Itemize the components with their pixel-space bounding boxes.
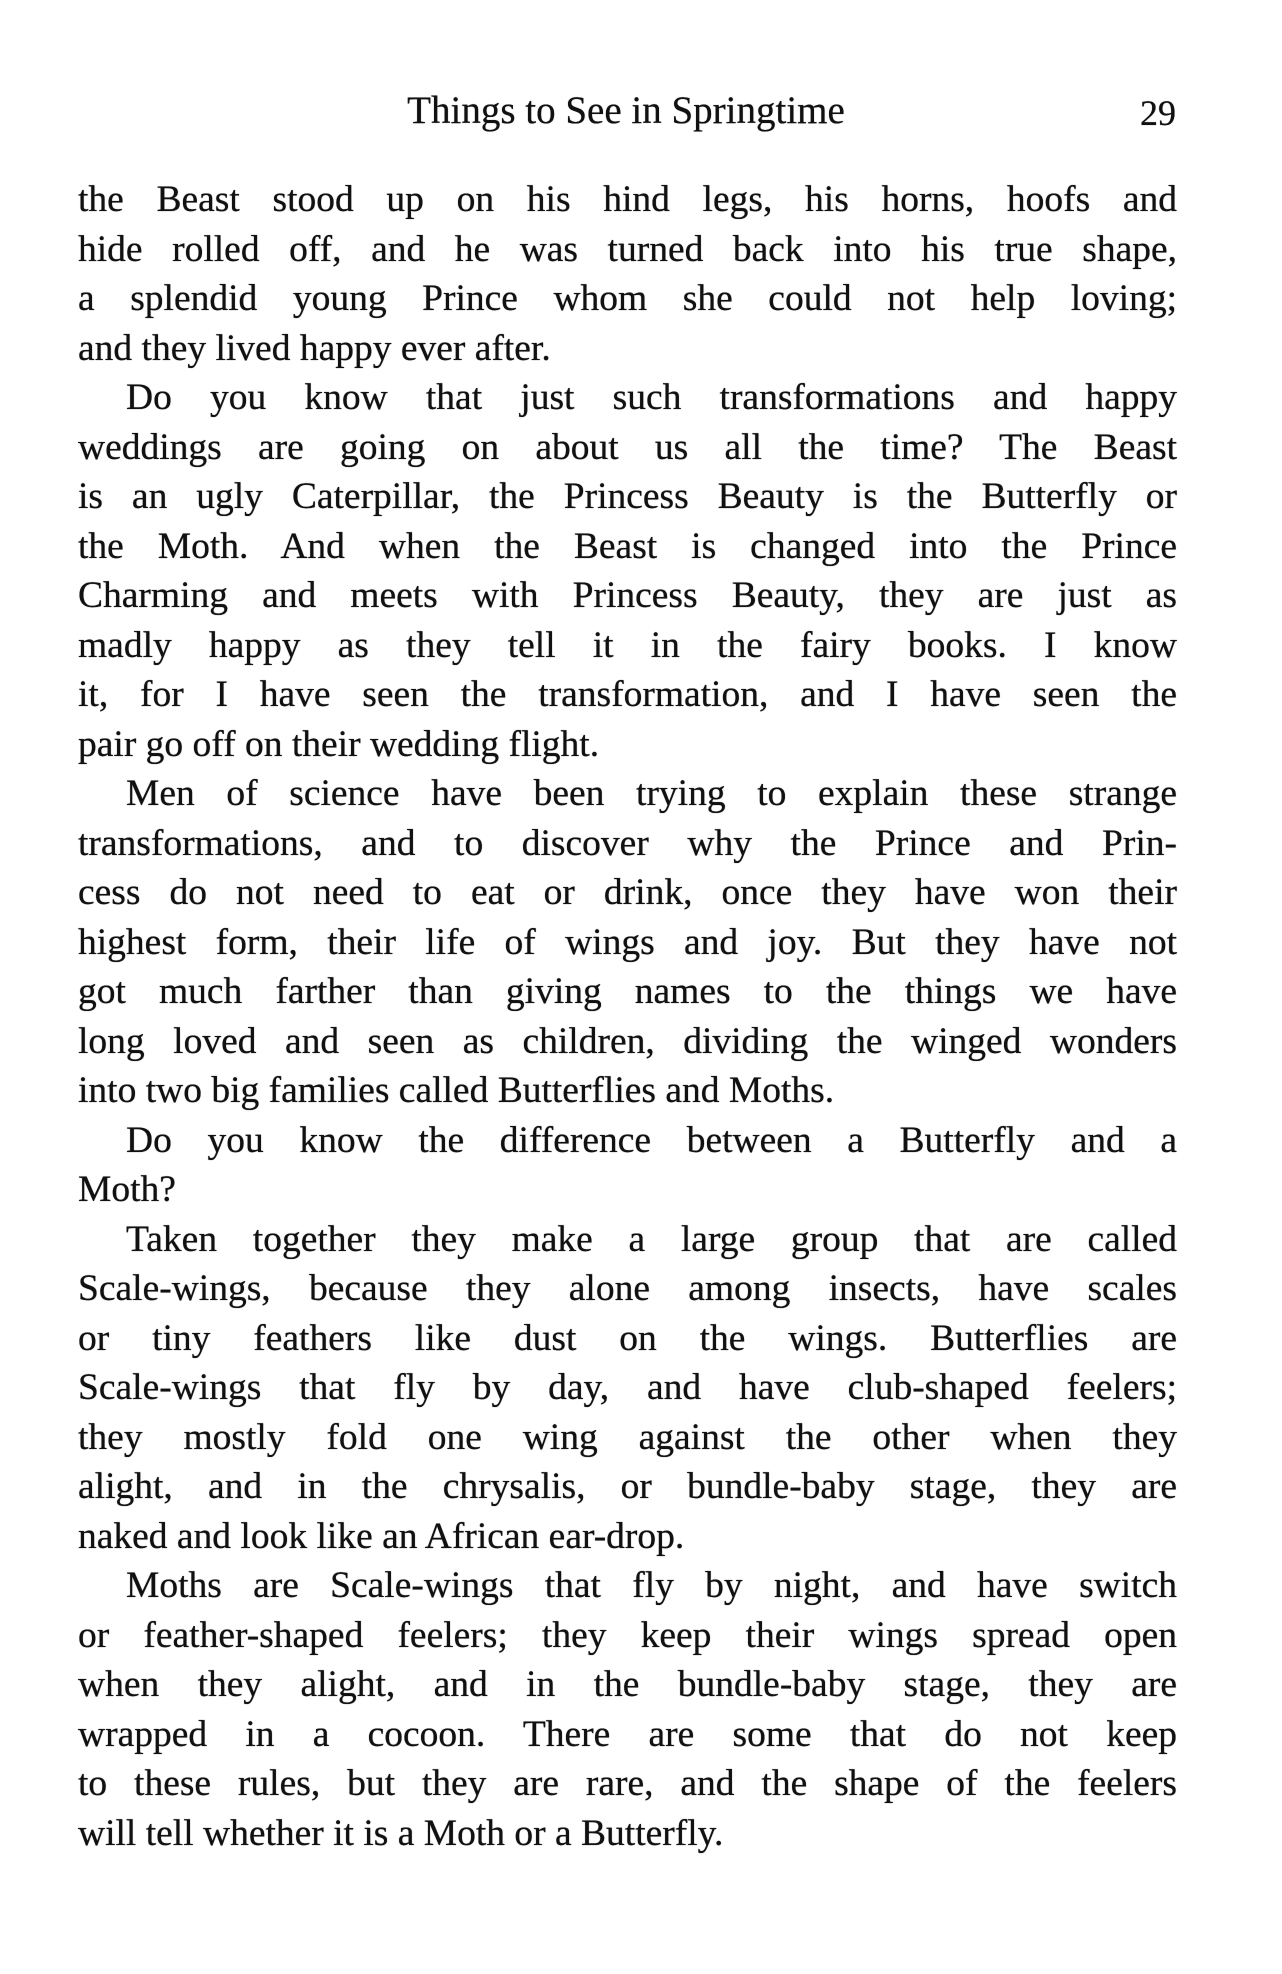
text-line: Scale-wings that fly by day, and have club-shaped feelers; xyxy=(78,1367,1177,1408)
text-line: wrapped in a cocoon. There are some that do not keep xyxy=(78,1713,1177,1755)
text-line: a splendid young Prince whom she could not help loving; xyxy=(78,278,1177,319)
text-line: Taken together they make a large group that are called xyxy=(126,1218,1177,1260)
text-line: the Moth. And when the Beast is changed into the Prince xyxy=(78,525,1177,567)
text-line: Do you know that just such transformations and happy xyxy=(126,377,1177,418)
text-line: naked and look like an African ear-drop. xyxy=(78,1515,685,1557)
text-line: into two big families called Butterflies and Moths. xyxy=(78,1070,835,1111)
text-line: cess do not need to eat or drink, once they have won their xyxy=(78,872,1177,913)
text-line: they mostly fold one wing against the other when they xyxy=(78,1416,1177,1458)
text-line: pair go off on their wedding flight. xyxy=(78,723,600,765)
paragraph xyxy=(78,769,1177,1116)
text-line: or tiny feathers like dust on the wings. Butterflies are xyxy=(78,1317,1177,1359)
paragraph xyxy=(78,175,1177,373)
text-line: or feather-shaped feelers; they keep their wings spread open xyxy=(78,1614,1177,1656)
text-line: it, for I have seen the transformation, and I have seen the xyxy=(78,674,1177,715)
page-header xyxy=(0,88,1282,138)
text-line: Men of science have been trying to explain these strange xyxy=(126,773,1177,814)
text-line: alight, and in the chrysalis, or bundle-baby stage, they are xyxy=(78,1466,1177,1507)
text-line: madly happy as they tell it in the fairy books. I know xyxy=(78,624,1177,666)
running-title: Things to See in Springtime xyxy=(407,89,845,132)
paragraph xyxy=(78,1116,1177,1215)
text-line: Do you know the difference between a Butterfly and a xyxy=(126,1119,1177,1161)
text-line: highest form, their life of wings and joy. But they have not xyxy=(78,921,1177,963)
text-line: Charming and meets with Princess Beauty, they are just as xyxy=(78,575,1177,616)
text-line: the Beast stood up on his hind legs, his horns, hoofs and xyxy=(78,179,1177,220)
text-line: when they alight, and in the bundle-baby stage, they are xyxy=(78,1664,1177,1705)
text-line: got much farther than giving names to the things we have xyxy=(78,971,1177,1012)
text-line: transformations, and to discover why the Prince and Prin- xyxy=(78,822,1177,864)
text-line: will tell whether it is a Moth or a Butterfly. xyxy=(78,1812,724,1854)
text-line: to these rules, but they are rare, and the shape of the feelers xyxy=(78,1763,1177,1804)
text-line: weddings are going on about us all the time? The Beast xyxy=(78,426,1177,468)
text-line: long loved and seen as children, dividing the winged wonders xyxy=(78,1020,1177,1062)
text-line: is an ugly Caterpillar, the Princess Beauty is the Butterfly or xyxy=(78,476,1177,517)
paragraph xyxy=(78,1561,1177,1858)
page-number: 29 xyxy=(1140,93,1176,133)
text-line: and they lived happy ever after. xyxy=(78,327,551,369)
paragraph xyxy=(78,373,1177,769)
text-line: hide rolled off, and he was turned back into his true shape, xyxy=(78,228,1177,270)
paragraph xyxy=(78,1215,1177,1562)
text-line: Moths are Scale-wings that fly by night, and have switch xyxy=(126,1565,1177,1606)
text-line: Moth? xyxy=(78,1169,176,1210)
text-line: Scale-wings, because they alone among insects, have scales xyxy=(78,1268,1177,1309)
body-text xyxy=(78,175,1177,1858)
